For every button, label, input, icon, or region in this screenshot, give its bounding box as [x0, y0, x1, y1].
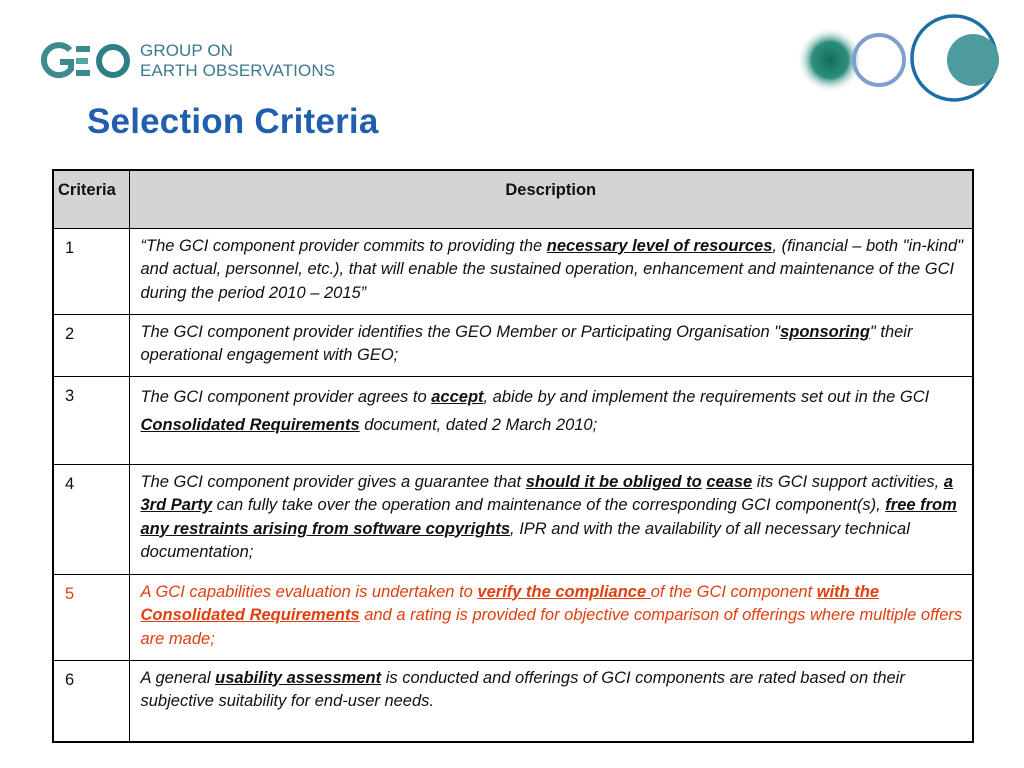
table-row [53, 464, 973, 574]
description-text: The GCI component provider identifies the GEO Member or Participating Organisation " [140, 322, 781, 341]
description-text: its GCI support activities, [752, 472, 944, 491]
description-text: The GCI component provider gives a guarantee that [140, 472, 526, 491]
emphasized-text: free from any restraints arising from software copyrights [140, 496, 957, 538]
description-text: of the GCI component [650, 582, 817, 601]
criteria-number: 3 [53, 376, 129, 464]
logo-line-2: EARTH OBSERVATIONS [140, 61, 336, 80]
description-text: can fully take over the operation and maintenance of the corresponding GCI component(s), [212, 496, 886, 514]
table-header-row [53, 170, 973, 228]
description-text: , IPR and with the availability of all necessary technical documentation; [140, 519, 910, 561]
criteria-description [129, 376, 973, 464]
emphasized-text: should it be obliged to [525, 472, 702, 491]
criteria-number: 2 [53, 314, 129, 376]
table-row [53, 660, 973, 742]
criteria-description [129, 228, 973, 314]
emphasized-text: necessary level of resources [546, 236, 773, 255]
criteria-number: 1 [53, 228, 129, 314]
description-text: “The GCI component provider commits to providing the [140, 236, 547, 255]
column-header-criteria: Criteria [53, 170, 129, 228]
description-text: A GCI capabilities evaluation is undertaken to [140, 582, 478, 601]
criteria-description [129, 574, 973, 660]
description-text: , abide by and implement the requirements set out in the GCI [483, 387, 930, 406]
emphasized-text: usability assessment [215, 668, 382, 687]
decorative-circles-icon [778, 14, 1018, 110]
criteria-description [129, 314, 973, 376]
description-text: " their operational engagement with GEO; [140, 322, 913, 364]
column-header-description: Description [129, 170, 973, 228]
emphasized-text: accept [431, 387, 484, 406]
emphasized-text: cease [706, 472, 753, 491]
description-text: and a rating is provided for objective comparison of offerings where multiple offers are made; [140, 606, 963, 648]
table-row [53, 376, 973, 464]
description-text: is conducted and offerings of GCI components are rated based on their subjective suitability for end-user needs. [140, 668, 905, 710]
description-text: A general [140, 668, 216, 687]
emphasized-text: a 3rd Party [140, 472, 954, 514]
criteria-description [129, 464, 973, 574]
emphasized-text: Consolidated Requirements [140, 415, 360, 434]
description-text: The GCI component provider agrees to [140, 387, 432, 406]
criteria-number: 5 [53, 574, 129, 660]
description-text: document, dated 2 March 2010; [359, 415, 598, 434]
criteria-description [129, 660, 973, 742]
table-row-highlighted [53, 574, 973, 660]
criteria-table [52, 169, 974, 743]
criteria-number: 6 [53, 660, 129, 742]
description-text: , (financial – both "in-kind" and actual, personnel, etc.), that will enable the sustained operation, enhancement and maintenance of the GCI during the period 2010 – 2015” [140, 236, 963, 302]
emphasized-text: verify the compliance [477, 582, 651, 601]
table-row [53, 314, 973, 376]
geo-logo [40, 38, 340, 86]
page-title: Selection Criteria [87, 102, 379, 141]
geo-logo-mark-icon [40, 40, 132, 82]
emphasized-text: with the Consolidated Requirements [140, 582, 880, 624]
logo-line-1: GROUP ON [140, 41, 234, 60]
table-row [53, 228, 973, 314]
emphasized-text: sponsoring [780, 322, 870, 341]
criteria-number: 4 [53, 464, 129, 574]
